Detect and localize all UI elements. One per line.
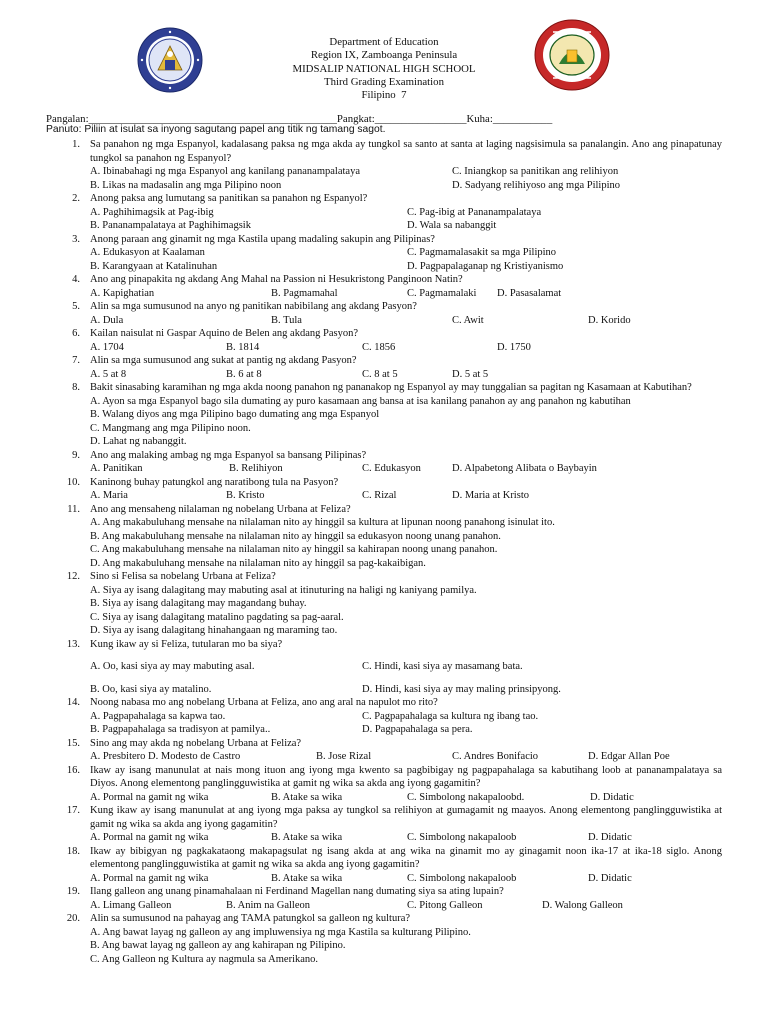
choice: B. Pagpapahalaga sa tradisyon at pamilya.. (90, 724, 271, 735)
choice: B. Anim na Galleon (226, 899, 310, 911)
question-number: 16. (66, 764, 80, 776)
choice: A. Panitikan (90, 463, 143, 474)
question-item (0, 476, 768, 503)
question-text: Ano ang pinapakita ng akdang Ang Mahal na Passion ni Hesukristong Panginoon Natin? (90, 274, 463, 285)
choice: C. Awit (452, 314, 484, 326)
choice: A. Pormal na gamit ng wika (90, 872, 209, 884)
question-item (0, 503, 768, 571)
choice: A. Ayon sa mga Espanyol bago sila dumating ay puro kasamaan ang bansa at isa kanilang panahon ay ang panahon ng kabutihan (90, 395, 631, 407)
choice: A. Ang makabuluhang mensahe na nilalaman nito ay hinggil sa kultura at lipunan noong panahong isinulat ito. (90, 517, 555, 528)
choice: D. Sadyang relihiyoso ang mga Pilipino (452, 179, 620, 191)
choice: C. Ang makabuluhang mensahe na nilalaman nito ay hinggil sa kahirapan noong unang panahon. (90, 544, 498, 555)
question-number: 13. (66, 638, 80, 650)
choice: C. Edukasyon (362, 463, 421, 474)
choice: B. Siya ay isang dalagitang may magandang buhay. (90, 598, 307, 609)
question-item (0, 233, 768, 274)
choice: B. Oo, kasi siya ay matalino. (90, 683, 212, 695)
choice: C. Hindi, kasi siya ay masamang bata. (362, 661, 523, 672)
question-text: Noong nabasa mo ang nobelang Urbana at Feliza, ano ang aral na napulot mo rito? (90, 697, 438, 708)
choice: C. Mangmang ang mga Pilipino noon. (90, 422, 251, 434)
question-text: Alin sa mga sumusunod ang sukat at pantig ng akdang Pasyon? (90, 355, 357, 366)
choice: D. Korido (588, 314, 631, 326)
choice: C. Simbolong nakapaloob (407, 832, 517, 843)
header-line-subject: Filipino 7 (361, 89, 407, 102)
question-number: 12. (66, 571, 80, 582)
choice: D. Alpabetong Alibata o Baybayin (452, 463, 597, 474)
choice: B. Atake sa wika (271, 832, 343, 843)
question-text: Bakit sinasabing karamihan ng mga akda noong panahon ng pananakop ng Espanyol ay may tunggalian sa pagitan ng Kasamaan at Kabutihan? (90, 382, 692, 393)
choice: A. Presbitero D. Modesto de Castro (90, 751, 241, 762)
question-number: 7. (72, 355, 80, 366)
choice: B. Kristo (226, 490, 265, 501)
choice: B. 1814 (226, 341, 260, 353)
choice: B. Atake sa wika (271, 872, 343, 884)
question-text: Kung ikaw ay si Feliza, tutularan mo ba siya? (90, 638, 283, 650)
question-list (0, 138, 768, 966)
choice: B. Ang bawat layag ng galleon ay ang kahirapan ng Pilipino. (90, 940, 346, 951)
choice: D. Didatic (588, 832, 632, 843)
instructions: Panuto: Piliin at isulat sa inyong sagutang papel ang titik ng tamang sagot. (46, 124, 386, 135)
choice: D. Maria at Kristo (452, 490, 529, 501)
question-item (0, 764, 768, 805)
choice: D. 5 at 5 (452, 368, 489, 380)
header-line-department: Department of Education (329, 36, 439, 48)
question-item (0, 638, 768, 697)
choice: C. Pag-ibig at Pananampalataya (407, 206, 542, 218)
question-number: 4. (72, 274, 80, 285)
choice: D. 1750 (497, 341, 531, 353)
choice: C. Ang Galleon ng Kultura ay nagmula sa Amerikano. (90, 953, 319, 965)
choice: B. Pagmamahal (271, 287, 338, 299)
choice: D. Ang makabuluhang mensahe na nilalaman nito ay hinggil sa pag-kakaibigan. (90, 557, 426, 569)
choice: D. Lahat ng nabanggit. (90, 436, 187, 447)
choice: B. Pananampalataya at Paghihimagsik (90, 220, 251, 231)
question-text: Kung ikaw ay isang manunulat at ang iyong mga paksa ay tungkol sa relihiyon at gumagamit ng maayos. Anong elementong panglingguwistika at gamit ng wika sa akda ang iyong gagamitin? (90, 805, 722, 830)
question-number: 17. (66, 805, 80, 816)
choice: A. Siya ay isang dalagitang may mabuting asal at itinuturing na haligi ng kaniyang pamilya. (90, 584, 477, 596)
choice: A. Ibinabahagi ng mga Espanyol ang kanilang pananampalataya (90, 166, 360, 177)
choice: C. Siya ay isang dalagitang matalino pagdating sa pag-aaral. (90, 611, 344, 623)
question-item (0, 696, 768, 737)
question-item (0, 570, 768, 638)
question-text: Sa panahon ng mga Espanyol, kadalasang paksa ng mga akda ay tungkol sa santo at santa at laging nagsisimula sa panalangin. Ano ang pinapatunay tungkol sa panahon ng Espanyol? (90, 139, 722, 164)
choice: C. Iniangkop sa panitikan ang relihiyon (452, 166, 619, 177)
choice: D. Wala sa nabanggit (407, 220, 497, 231)
choice: B. Likas na madasalin ang mga Pilipino noon (90, 179, 282, 191)
question-number: 10. (66, 476, 80, 488)
choice: A. Paghihimagsik at Pag-ibig (90, 206, 214, 218)
question-text: Anong paraan ang ginamit ng mga Kastila upang madaling sakupin ang Pilipinas? (90, 233, 435, 245)
choice: A. Pagpapahalaga sa kapwa tao. (90, 710, 226, 722)
question-number: 2. (72, 193, 80, 204)
choice: D. Walong Galleon (542, 899, 623, 911)
choice: C. 1856 (362, 341, 396, 353)
question-number: 18. (66, 845, 80, 857)
question-item (0, 885, 768, 912)
question-text: Ikaw ay bibigyan ng pagkakataong makapagsulat ng isang akda at ang wika na ginamit mo ay ginagamit noon ika-17 at ika-18 siglo. Anong elementong panglingguwistika at gamit ng wika sa akda ang iyong gagamitin? (90, 845, 722, 870)
choice: A. 5 at 8 (90, 368, 127, 380)
header-line-school: MIDSALIP NATIONAL HIGH SCHOOL (292, 62, 476, 75)
question-text: Sino si Felisa sa nobelang Urbana at Feliza? (90, 571, 276, 582)
choice: A. Kapighatian (90, 287, 155, 299)
choice: D. Edgar Allan Poe (588, 751, 670, 762)
choice: A. 1704 (90, 341, 124, 353)
choice: A. Oo, kasi siya ay may mabuting asal. (90, 661, 255, 672)
choice: D. Pasasalamat (497, 287, 562, 299)
choice: C. Pagpapahalaga sa kultura ng ibang tao. (362, 710, 539, 722)
choice: C. Pagmamalaki (407, 287, 477, 299)
question-number: 5. (72, 301, 80, 312)
choice: B. 6 at 8 (226, 368, 262, 380)
question-number: 11. (67, 503, 80, 515)
question-number: 6. (72, 328, 80, 339)
question-item (0, 327, 768, 354)
question-item (0, 192, 768, 233)
exam-header (0, 36, 768, 102)
question-number: 3. (72, 233, 80, 245)
question-text: Ikaw ay isang manunulat at nais mong ituon ang iyong mga kwento sa pagbibigay ng pagpapahalaga sa kabutihang loob at pananampalataya sa Diyos. Anong elementong panglingguwistika at gamit ng wika sa akda ang iyong gagamitin? (90, 764, 722, 789)
choice: D. Didatic (590, 791, 634, 803)
choice: B. Tula (271, 314, 302, 326)
choice: D. Pagpapalaganap ng Kristiyanismo (407, 260, 564, 272)
question-number: 9. (72, 449, 80, 461)
question-number: 1. (72, 139, 80, 150)
choice: B. Ang makabuluhang mensahe na nilalaman nito ay hinggil sa edukasyon noong unang panahon. (90, 530, 501, 542)
choice: C. Andres Bonifacio (452, 751, 539, 762)
question-text: Kaninong buhay patungkol ang naratibong tula na Pasyon? (90, 476, 339, 488)
question-item (0, 737, 768, 764)
question-text: Kailan naisulat ni Gaspar Aquino de Belen ang akdang Pasyon? (90, 328, 358, 339)
question-item (0, 804, 768, 845)
choice: A. Ang bawat layag ng galleon ay ang impluwensiya ng mga Kastila sa kulturang Pilipino. (90, 926, 471, 938)
choice: D. Didatic (588, 872, 632, 884)
question-item (0, 300, 768, 327)
choice: B. Karangyaan at Katalinuhan (90, 260, 218, 272)
question-number: 15. (66, 737, 80, 749)
question-number: 19. (66, 886, 80, 897)
choice: C. Simbolong nakapaloob (407, 872, 517, 884)
choice: A. Edukasyon at Kaalaman (90, 247, 205, 258)
choice: A. Limang Galleon (90, 899, 172, 911)
choice: C. Pagmamalasakit sa mga Pilipino (407, 247, 557, 258)
question-text: Ano ang malaking ambag ng mga Espanyol sa bansang Pilipinas? (90, 449, 367, 461)
choice: B. Walang diyos ang mga Pilipino bago dumating ang mga Espanyol (90, 409, 380, 420)
question-text: Alin sa mga sumusunod na anyo ng panitikan nabibilang ang akdang Pasyon? (90, 301, 417, 312)
question-text: Sino ang may akda ng nobelang Urbana at Feliza? (90, 737, 302, 749)
choice: C. Pitong Galleon (407, 899, 483, 911)
choice: A. Pormal na gamit ng wika (90, 832, 209, 843)
question-number: 20. (66, 913, 80, 924)
question-text: Alin sa sumusunod na pahayag ang TAMA patungkol sa galleon ng kultura? (90, 913, 411, 924)
question-text: Ilang galleon ang unang pinamahalaan ni Ferdinand Magellan nang dumating siya sa ating lupain? (90, 886, 504, 897)
question-item (0, 845, 768, 886)
choice: D. Hindi, kasi siya ay may maling prinsipyong. (362, 683, 561, 695)
choice: B. Atake sa wika (271, 791, 343, 803)
choice: A. Maria (90, 490, 128, 501)
question-number: 8. (72, 382, 80, 393)
header-line-exam: Third Grading Examination (324, 75, 444, 88)
question-item (0, 354, 768, 381)
choice: D. Siya ay isang dalagitang hinahangaan ng maraming tao. (90, 625, 338, 636)
question-item (0, 273, 768, 300)
choice: D. Pagpapahalaga sa pera. (362, 724, 473, 735)
choice: A. Pormal na gamit ng wika (90, 791, 209, 803)
question-item (0, 912, 768, 966)
choice: B. Relihiyon (229, 463, 283, 474)
header-line-region: Region IX, Zamboanga Peninsula (310, 49, 458, 62)
question-item (0, 138, 768, 192)
student-info-line: Pangalan:______________________________________________Pangkat:_________________Kuha:___________ (46, 113, 553, 125)
question-item (0, 381, 768, 449)
question-text: Anong paksa ang lumutang sa panitikan sa panahon ng Espanyol? (90, 193, 368, 204)
choice: C. Rizal (362, 490, 397, 501)
choice: B. Jose Rizal (316, 751, 372, 762)
question-item (0, 449, 768, 476)
question-text: Ano ang mensaheng nilalaman ng nobelang Urbana at Feliza? (90, 503, 351, 515)
question-number: 14. (66, 697, 80, 708)
choice: C. 8 at 5 (362, 368, 398, 380)
choice: C. Simbolong nakapaloobd. (407, 791, 525, 803)
choice: A. Dula (90, 314, 124, 326)
